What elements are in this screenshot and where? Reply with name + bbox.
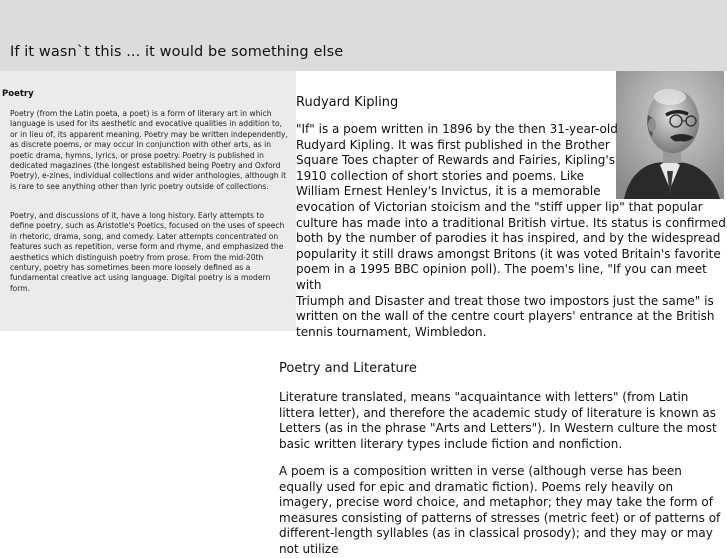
kipling-line: Rudyard Kipling. It was first published in the Brother [296, 137, 610, 152]
kipling-line: both by the number of parodies it has inspired, and by the widespread [296, 231, 721, 246]
kipling-line: Square Toes chapter of Rewards and Fairies, Kipling's [296, 153, 615, 168]
kipling-heading: Rudyard Kipling [296, 95, 399, 110]
kipling-line: culture has made into a traditional British virtue. Its status is confirmed [296, 215, 726, 230]
kipling-line: evocation of Victorian stoicism and the "stiff upper lip" that popular [296, 199, 703, 214]
kipling-line: written on the wall of the centre court players' entrance at the British [296, 309, 715, 324]
sidebar-paragraph: Poetry (from the Latin poeta, a poet) is a form of literary art in which language is used for its aesthetic and evocative qualities in addition to, or in lieu of, its apparent meaning. Poetry may be written independently, as discrete poems, or may occur in conjunction with other arts, as in poetic drama, hymns, lyrics, or prose poetry. Poetry is published in dedicated magazines (the longest established being Poetry and Oxford Poetry), e-zines, individual collections and wider anthologies, although it is rare to see anything other than lyric poetry outside of collections. [10, 109, 288, 191]
page-title: If it wasn`t this ... it would be something else [10, 44, 344, 60]
kipling-line: popularity it still draws amongst Britons (it was voted Britain's favorite [296, 246, 721, 261]
sidebar-paragraph: Poetry, and discussions of it, have a long history. Early attempts to define poetry, such as Aristotle's Poetics, focused on the uses of speech in rhetoric, drama, song, and comedy. Later attempts concentrated on features such as repetition, verse form and rhyme, and emphasized the aesthetics which distinguish poetry from prose. From the mid-20th century, poetry has sometimes been more loosely defined as a fundamental creative act using language. Digital poetry is a modern form. [10, 211, 285, 293]
kipling-line: poem in a 1995 BBC opinion poll). The poem's line, "If you can meet with [296, 262, 707, 292]
kipling-line: "If" is a poem written in 1896 by the then 31-year-old [296, 122, 618, 136]
literature-paragraph: Literature translated, means "acquaintance with letters" (from Latin littera letter), and therefore the academic study of literature is known as Letters (as in the phrase "Arts and Letters"). In Western culture the most basic written literary types include fiction and nonfiction. [279, 390, 717, 451]
kipling-line: tennis tournament, Wimbledon. [296, 324, 487, 339]
poetry-sidebar [0, 71, 296, 331]
literature-heading: Poetry and Literature [279, 361, 417, 376]
kipling-paragraph [296, 122, 727, 340]
page-header [0, 0, 727, 71]
kipling-line: Triumph and Disaster and treat those two impostors just the same" is [296, 293, 714, 308]
sidebar-heading: Poetry [2, 89, 34, 99]
literature-paragraph: A poem is a composition written in verse (although verse has been equally used for epic and dramatic fiction). Poems rely heavily on imagery, precise word choice, and metaphor; they may take the form of measures consisting of patterns of stresses (metric feet) or of patterns of different-length syllables (as in classical prosody); and they may or may not utilize [279, 464, 721, 556]
kipling-line: William Ernest Henley's Invictus, it is a memorable [296, 184, 601, 199]
kipling-line: 1910 collection of short stories and poems. Like [296, 168, 585, 183]
